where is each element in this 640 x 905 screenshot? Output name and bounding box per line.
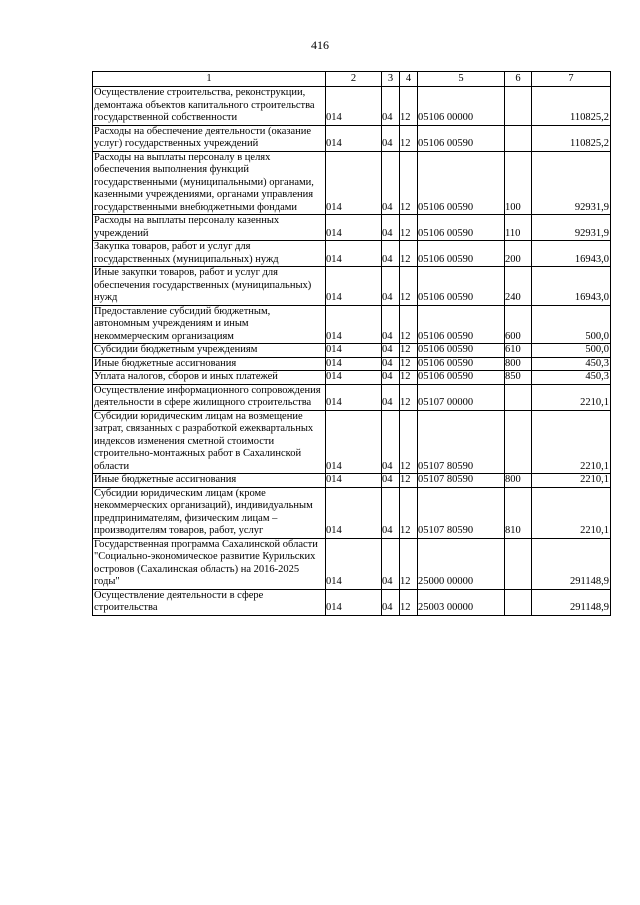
expense-type-code bbox=[505, 410, 532, 474]
target-article-code: 05107 00000 bbox=[418, 384, 505, 410]
table-row bbox=[93, 344, 611, 358]
table-row bbox=[93, 589, 611, 615]
section-code: 04 bbox=[382, 487, 400, 538]
row-name: Закупка товаров, работ и услуг для государственных (муниципальных) нужд bbox=[93, 241, 326, 267]
target-article-code: 05106 00590 bbox=[418, 215, 505, 241]
subsection-code: 12 bbox=[400, 357, 418, 371]
table-row bbox=[93, 384, 611, 410]
subsection-code: 12 bbox=[400, 344, 418, 358]
subsection-code: 12 bbox=[400, 487, 418, 538]
amount: 110825,2 bbox=[532, 125, 611, 151]
row-name: Субсидии юридическим лицам (кроме некоммерческих организаций), индивидуальным предпринимателям, физическим лицам – производителям товаров, работ, услуг bbox=[93, 487, 326, 538]
subsection-code: 12 bbox=[400, 474, 418, 488]
table-body bbox=[93, 87, 611, 616]
target-article-code: 05107 80590 bbox=[418, 474, 505, 488]
page-number: 416 bbox=[311, 38, 329, 52]
row-name: Иные закупки товаров, работ и услуг для обеспечения государственных (муниципальных) нужд bbox=[93, 267, 326, 306]
expense-type-code: 600 bbox=[505, 305, 532, 344]
ministry-code: 014 bbox=[326, 151, 382, 215]
expense-type-code: 810 bbox=[505, 487, 532, 538]
table-row bbox=[93, 357, 611, 371]
subsection-code: 12 bbox=[400, 410, 418, 474]
budget-table bbox=[92, 71, 611, 616]
ministry-code: 014 bbox=[326, 344, 382, 358]
section-code: 04 bbox=[382, 357, 400, 371]
column-header: 3 bbox=[382, 72, 400, 87]
row-name: Осуществление деятельности в сфере строительства bbox=[93, 589, 326, 615]
subsection-code: 12 bbox=[400, 267, 418, 306]
expense-type-code bbox=[505, 589, 532, 615]
expense-type-code bbox=[505, 538, 532, 589]
subsection-code: 12 bbox=[400, 215, 418, 241]
row-name: Расходы на обеспечение деятельности (оказание услуг) государственных учреждений bbox=[93, 125, 326, 151]
target-article-code: 25000 00000 bbox=[418, 538, 505, 589]
expense-type-code bbox=[505, 87, 532, 126]
ministry-code: 014 bbox=[326, 538, 382, 589]
section-code: 04 bbox=[382, 151, 400, 215]
amount: 450,3 bbox=[532, 357, 611, 371]
subsection-code: 12 bbox=[400, 538, 418, 589]
row-name: Государственная программа Сахалинской области "Социально-экономическое развитие Курильских островов (Сахалинская область) на 2016-2025 годы" bbox=[93, 538, 326, 589]
section-code: 04 bbox=[382, 241, 400, 267]
column-header: 4 bbox=[400, 72, 418, 87]
expense-type-code: 110 bbox=[505, 215, 532, 241]
amount: 2210,1 bbox=[532, 474, 611, 488]
table-row bbox=[93, 305, 611, 344]
expense-type-code: 850 bbox=[505, 371, 532, 385]
table-row bbox=[93, 371, 611, 385]
amount: 500,0 bbox=[532, 344, 611, 358]
ministry-code: 014 bbox=[326, 87, 382, 126]
amount: 2210,1 bbox=[532, 384, 611, 410]
ministry-code: 014 bbox=[326, 371, 382, 385]
subsection-code: 12 bbox=[400, 241, 418, 267]
target-article-code: 05107 80590 bbox=[418, 410, 505, 474]
column-header: 6 bbox=[505, 72, 532, 87]
table-row bbox=[93, 267, 611, 306]
ministry-code: 014 bbox=[326, 357, 382, 371]
row-name: Иные бюджетные ассигнования bbox=[93, 357, 326, 371]
section-code: 04 bbox=[382, 344, 400, 358]
ministry-code: 014 bbox=[326, 487, 382, 538]
expense-type-code: 800 bbox=[505, 357, 532, 371]
table-row bbox=[93, 487, 611, 538]
expense-type-code: 240 bbox=[505, 267, 532, 306]
row-name: Осуществление строительства, реконструкции, демонтажа объектов капитального строительства государственной собственности bbox=[93, 87, 326, 126]
ministry-code: 014 bbox=[326, 589, 382, 615]
ministry-code: 014 bbox=[326, 125, 382, 151]
table-row bbox=[93, 241, 611, 267]
row-name: Уплата налогов, сборов и иных платежей bbox=[93, 371, 326, 385]
target-article-code: 05106 00590 bbox=[418, 344, 505, 358]
column-header: 5 bbox=[418, 72, 505, 87]
ministry-code: 014 bbox=[326, 410, 382, 474]
table-row bbox=[93, 151, 611, 215]
amount: 16943,0 bbox=[532, 241, 611, 267]
amount: 291148,9 bbox=[532, 538, 611, 589]
section-code: 04 bbox=[382, 384, 400, 410]
target-article-code: 05106 00590 bbox=[418, 241, 505, 267]
expense-type-code bbox=[505, 125, 532, 151]
section-code: 04 bbox=[382, 474, 400, 488]
table-row bbox=[93, 538, 611, 589]
amount: 110825,2 bbox=[532, 87, 611, 126]
row-name: Иные бюджетные ассигнования bbox=[93, 474, 326, 488]
ministry-code: 014 bbox=[326, 305, 382, 344]
ministry-code: 014 bbox=[326, 241, 382, 267]
target-article-code: 05106 00000 bbox=[418, 87, 505, 126]
table-row bbox=[93, 474, 611, 488]
expense-type-code bbox=[505, 384, 532, 410]
row-name: Расходы на выплаты персоналу казенных учреждений bbox=[93, 215, 326, 241]
section-code: 04 bbox=[382, 125, 400, 151]
section-code: 04 bbox=[382, 305, 400, 344]
row-name: Расходы на выплаты персоналу в целях обеспечения выполнения функций государственными (муниципальными) органами, казенными учреждениями, органами управления государственными внебюджетными фондами bbox=[93, 151, 326, 215]
target-article-code: 05106 00590 bbox=[418, 267, 505, 306]
expense-type-code: 200 bbox=[505, 241, 532, 267]
amount: 291148,9 bbox=[532, 589, 611, 615]
ministry-code: 014 bbox=[326, 215, 382, 241]
amount: 2210,1 bbox=[532, 410, 611, 474]
table-row bbox=[93, 410, 611, 474]
column-header: 2 bbox=[326, 72, 382, 87]
section-code: 04 bbox=[382, 589, 400, 615]
amount: 450,3 bbox=[532, 371, 611, 385]
amount: 92931,9 bbox=[532, 215, 611, 241]
row-name: Осуществление информационного сопровождения деятельности в сфере жилищного строительства bbox=[93, 384, 326, 410]
header-row bbox=[93, 72, 611, 87]
target-article-code: 05106 00590 bbox=[418, 151, 505, 215]
table-row bbox=[93, 87, 611, 126]
expense-type-code: 610 bbox=[505, 344, 532, 358]
column-header: 1 bbox=[93, 72, 326, 87]
amount: 16943,0 bbox=[532, 267, 611, 306]
row-name: Субсидии юридическим лицам на возмещение затрат, связанных с разработкой ежеквартальных индексов изменения сметной стоимости строительно-монтажных работ в Сахалинской области bbox=[93, 410, 326, 474]
amount: 92931,9 bbox=[532, 151, 611, 215]
subsection-code: 12 bbox=[400, 589, 418, 615]
table-row bbox=[93, 125, 611, 151]
subsection-code: 12 bbox=[400, 87, 418, 126]
subsection-code: 12 bbox=[400, 384, 418, 410]
target-article-code: 05106 00590 bbox=[418, 305, 505, 344]
column-header: 7 bbox=[532, 72, 611, 87]
target-article-code: 05106 00590 bbox=[418, 371, 505, 385]
target-article-code: 05107 80590 bbox=[418, 487, 505, 538]
target-article-code: 25003 00000 bbox=[418, 589, 505, 615]
target-article-code: 05106 00590 bbox=[418, 125, 505, 151]
subsection-code: 12 bbox=[400, 151, 418, 215]
section-code: 04 bbox=[382, 87, 400, 126]
expense-type-code: 800 bbox=[505, 474, 532, 488]
section-code: 04 bbox=[382, 410, 400, 474]
ministry-code: 014 bbox=[326, 384, 382, 410]
table-row bbox=[93, 215, 611, 241]
section-code: 04 bbox=[382, 267, 400, 306]
subsection-code: 12 bbox=[400, 125, 418, 151]
row-name: Предоставление субсидий бюджетным, автономным учреждениям и иным некоммерческим организациям bbox=[93, 305, 326, 344]
ministry-code: 014 bbox=[326, 474, 382, 488]
expense-type-code: 100 bbox=[505, 151, 532, 215]
subsection-code: 12 bbox=[400, 305, 418, 344]
amount: 500,0 bbox=[532, 305, 611, 344]
section-code: 04 bbox=[382, 215, 400, 241]
target-article-code: 05106 00590 bbox=[418, 357, 505, 371]
row-name: Субсидии бюджетным учреждениям bbox=[93, 344, 326, 358]
amount: 2210,1 bbox=[532, 487, 611, 538]
section-code: 04 bbox=[382, 538, 400, 589]
subsection-code: 12 bbox=[400, 371, 418, 385]
ministry-code: 014 bbox=[326, 267, 382, 306]
section-code: 04 bbox=[382, 371, 400, 385]
